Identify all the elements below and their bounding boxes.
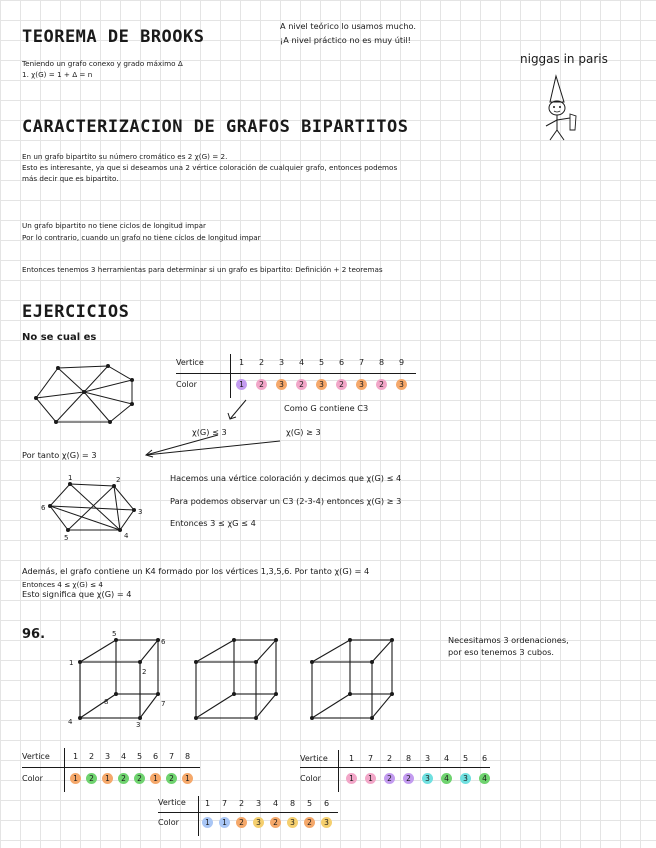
cube-label-1: 1 xyxy=(69,659,74,667)
table2-vertex-4: 4 xyxy=(120,752,127,761)
color-table-1 xyxy=(176,354,426,400)
table2-color-4: 2 xyxy=(118,773,129,784)
table1-vertex-2: 2 xyxy=(258,358,265,367)
table2-color-5: 2 xyxy=(134,773,145,784)
hex-label-4: 4 xyxy=(124,532,129,540)
cube-label-7: 7 xyxy=(161,700,166,708)
hex-label-3: 3 xyxy=(138,508,143,516)
table4-vertex-6: 8 xyxy=(289,799,296,808)
table2-color-6: 1 xyxy=(150,773,161,784)
table1-color-6: 2 xyxy=(336,379,347,390)
table2-vertex-6: 6 xyxy=(152,752,159,761)
bipartite-title: CARACTERIZACION DE GRAFOS BIPARTITOS xyxy=(22,117,409,137)
table1-color-3: 3 xyxy=(276,379,287,390)
table4-color-6: 3 xyxy=(287,817,298,828)
table1-vertex-5: 5 xyxy=(318,358,325,367)
table1-color-7: 3 xyxy=(356,379,367,390)
ex2-line-2: Para podemos observar un C3 (2-3-4) entonces χ(G) ≥ 3 xyxy=(170,496,402,506)
ex2-line-1: Hacemos una vértice coloración y decimos que χ(G) ≤ 4 xyxy=(170,473,402,483)
table4-color-3: 2 xyxy=(236,817,247,828)
hex-label-2: 2 xyxy=(116,476,121,484)
bipartite-line-5: Por lo contrario, cuando un grafo no tiene ciclos de longitud impar xyxy=(22,233,261,242)
table3-vertex-2: 7 xyxy=(367,754,374,763)
cube-label-5: 5 xyxy=(112,630,117,638)
table2-vertex-8: 8 xyxy=(184,752,191,761)
table3-color-8: 4 xyxy=(479,773,490,784)
brooks-note-practice: ¡A nivel práctico no es muy útil! xyxy=(280,35,411,45)
table4-vertex-4: 3 xyxy=(255,799,262,808)
table2-color-8: 1 xyxy=(182,773,193,784)
table2-color-2: 2 xyxy=(86,773,97,784)
table1-color-1: 1 xyxy=(236,379,247,390)
ex96-note-1: Necesitamos 3 ordenaciones, xyxy=(448,635,569,645)
hex-label-6: 6 xyxy=(41,504,46,512)
table3-vertex-7: 5 xyxy=(462,754,469,763)
table1-vertex-8: 8 xyxy=(378,358,385,367)
brooks-title: TEOREMA DE BROOKS xyxy=(22,27,205,47)
doodle-caption: niggas in paris xyxy=(520,52,608,66)
table1-vertex-6: 6 xyxy=(338,358,345,367)
table4-vertex-7: 5 xyxy=(306,799,313,808)
color-table-4 xyxy=(158,796,358,838)
brooks-line-2: 1. χ(G) = 1 + Δ = n xyxy=(22,70,93,79)
color-table-3 xyxy=(300,750,500,794)
table1-vertex-3: 3 xyxy=(278,358,285,367)
exercises-subtitle: No se cual es xyxy=(22,332,97,343)
table3-color-2: 1 xyxy=(365,773,376,784)
table-4-color-label: Color xyxy=(158,818,179,827)
bipartite-line-4: Un grafo bipartito no tiene ciclos de longitud impar xyxy=(22,221,207,230)
cube-label-8: 8 xyxy=(104,698,109,706)
table1-color-9: 3 xyxy=(396,379,407,390)
table2-vertex-5: 5 xyxy=(136,752,143,761)
table3-color-3: 2 xyxy=(384,773,395,784)
table4-color-2: 1 xyxy=(219,817,230,828)
table1-color-5: 3 xyxy=(316,379,327,390)
table1-vertex-7: 7 xyxy=(358,358,365,367)
table3-color-4: 2 xyxy=(403,773,414,784)
table3-color-1: 1 xyxy=(346,773,357,784)
brooks-note-theory: A nivel teórico lo usamos mucho. xyxy=(280,21,416,31)
bipartite-line-2: Esto es interesante, ya que si deseamos una 2 vértice coloración de cualquier grafo, entonces podemos xyxy=(22,163,398,172)
ex96-note-2: por eso tenemos 3 cubos. xyxy=(448,647,554,657)
ex2-line-3: Entonces 3 ≤ χG ≤ 4 xyxy=(170,518,256,528)
exercise-96-number: 96. xyxy=(22,627,46,642)
table1-vertex-9: 9 xyxy=(398,358,405,367)
table3-color-7: 3 xyxy=(460,773,471,784)
table3-color-5: 3 xyxy=(422,773,433,784)
table1-vertex-1: 1 xyxy=(238,358,245,367)
ex1-chi-lower: χ(G) ≥ 3 xyxy=(286,427,321,437)
hex-label-5: 5 xyxy=(64,534,69,542)
table2-vertex-2: 2 xyxy=(88,752,95,761)
cube-label-3: 3 xyxy=(136,721,141,729)
table3-color-6: 4 xyxy=(441,773,452,784)
table3-vertex-8: 6 xyxy=(481,754,488,763)
table3-vertex-6: 4 xyxy=(443,754,450,763)
table-4-vertex-header: Vertice xyxy=(158,798,186,807)
table2-vertex-7: 7 xyxy=(168,752,175,761)
table4-vertex-3: 2 xyxy=(238,799,245,808)
ex2-line-5: Entonces 4 ≤ χ(G) ≤ 4 xyxy=(22,580,103,589)
table2-color-7: 2 xyxy=(166,773,177,784)
bipartite-line-3: más decir que es bipartito. xyxy=(22,174,119,183)
ex1-contains-c3: Como G contiene C3 xyxy=(284,403,369,413)
table-3-color-label: Color xyxy=(300,774,321,783)
cube-label-4: 4 xyxy=(68,718,73,726)
ex1-chi-upper: χ(G) ≤ 3 xyxy=(192,427,227,437)
table4-vertex-5: 4 xyxy=(272,799,279,808)
table-2-vertex-header: Vertice xyxy=(22,752,50,761)
hex-label-1: 1 xyxy=(68,474,73,482)
ex2-line-6: Esto significa que χ(G) = 4 xyxy=(22,589,132,599)
table4-color-1: 1 xyxy=(202,817,213,828)
cube-label-2: 2 xyxy=(142,668,147,676)
table4-color-7: 2 xyxy=(304,817,315,828)
bipartite-line-6: Entonces tenemos 3 herramientas para determinar si un grafo es bipartito: Definición + 2 teoremas xyxy=(22,265,383,274)
color-table-2 xyxy=(22,748,222,794)
table-3-vertex-header: Vertice xyxy=(300,754,328,763)
table-2-color-label: Color xyxy=(22,774,43,783)
table4-vertex-2: 7 xyxy=(221,799,228,808)
cube-label-6: 6 xyxy=(161,638,166,646)
brooks-line-1: Teniendo un grafo conexo y grado máximo Δ xyxy=(22,59,183,68)
table3-vertex-4: 8 xyxy=(405,754,412,763)
table2-color-3: 1 xyxy=(102,773,113,784)
table3-vertex-5: 3 xyxy=(424,754,431,763)
ex1-conclusion: Por tanto χ(G) = 3 xyxy=(22,450,97,460)
bipartite-line-1: En un grafo bipartito su número cromático es 2 χ(G) = 2. xyxy=(22,152,228,161)
table2-color-1: 1 xyxy=(70,773,81,784)
table2-vertex-1: 1 xyxy=(72,752,79,761)
table4-color-4: 3 xyxy=(253,817,264,828)
table4-vertex-8: 6 xyxy=(323,799,330,808)
cube-graphs-drawing xyxy=(64,630,404,730)
table3-vertex-1: 1 xyxy=(348,754,355,763)
table1-color-4: 2 xyxy=(296,379,307,390)
table4-color-8: 3 xyxy=(321,817,332,828)
table1-vertex-4: 4 xyxy=(298,358,305,367)
hexagon-graph-drawing xyxy=(38,474,148,540)
doodle-figure-drawing xyxy=(530,74,590,144)
table4-vertex-1: 1 xyxy=(204,799,211,808)
table1-color-8: 2 xyxy=(376,379,387,390)
table1-color-2: 2 xyxy=(256,379,267,390)
ex2-line-4: Además, el grafo contiene un K4 formado por los vértices 1,3,5,6. Por tanto χ(G) = 4 xyxy=(22,566,370,576)
table2-vertex-3: 3 xyxy=(104,752,111,761)
wheel-graph-drawing xyxy=(28,360,140,430)
table4-color-5: 2 xyxy=(270,817,281,828)
exercises-title: EJERCICIOS xyxy=(22,302,130,322)
table3-vertex-3: 2 xyxy=(386,754,393,763)
table-1-vertex-header: Vertice xyxy=(176,358,204,367)
table-1-color-label: Color xyxy=(176,380,197,389)
